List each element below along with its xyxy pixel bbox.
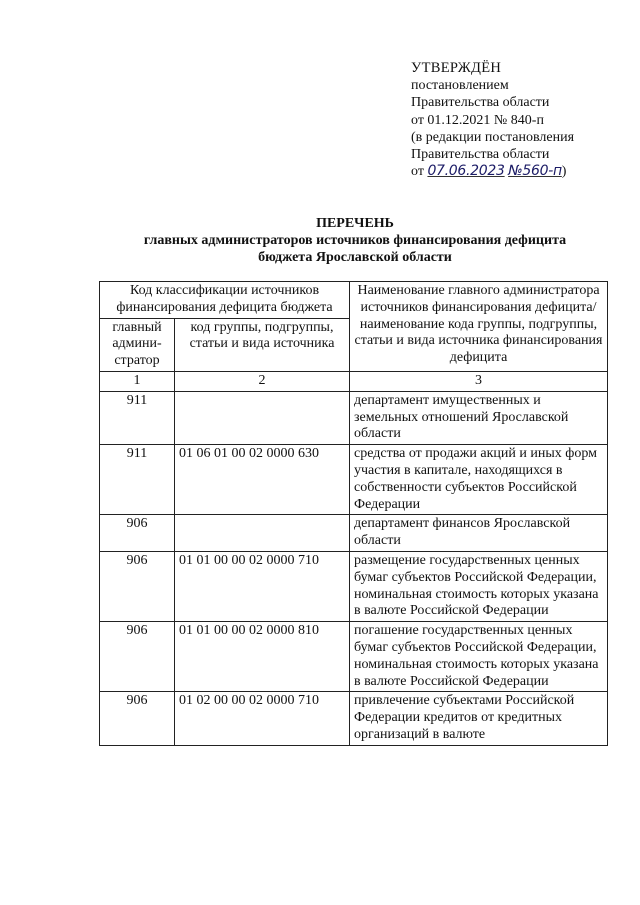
approval-line: (в редакции постановления: [411, 129, 575, 145]
sources-table: [99, 281, 608, 746]
source-name-cell: размещение государственных ценных бумаг субъектов Российской Федерации, номинальная стоимость которых указана в валюте Российской Федерации: [350, 551, 608, 621]
admin-code-cell: 906: [100, 622, 175, 692]
table-row: [100, 551, 608, 621]
table-row: [100, 692, 608, 745]
table-header-row: [100, 282, 608, 319]
header-code-group: Код классификации источников финансирования дефицита бюджета: [100, 282, 350, 319]
source-code-cell: [175, 515, 350, 552]
source-name-cell: департамент финансов Ярославской области: [350, 515, 608, 552]
source-name-cell: погашение государственных ценных бумаг субъектов Российской Федерации, номинальная стоимость которых указана в валюте Российской Федерации: [350, 622, 608, 692]
admin-code-cell: 911: [100, 445, 175, 515]
col-number: 3: [350, 371, 608, 391]
table-row: [100, 391, 608, 444]
source-code-cell: 01 06 01 00 02 0000 630: [175, 445, 350, 515]
approval-heading: УТВЕРЖДЁН: [411, 60, 502, 76]
handwritten-number: №560-п: [508, 163, 562, 180]
approval-date-line: от 07.06.2023 №560-п): [411, 163, 567, 180]
title-line: главных администраторов источников финансирования дефицита: [143, 233, 567, 248]
source-name-cell: департамент имущественных и земельных отношений Ярославской области: [350, 391, 608, 444]
document-title: [95, 215, 615, 266]
title-main: ПЕРЕЧЕНЬ: [316, 216, 394, 231]
table-row: [100, 622, 608, 692]
source-code-cell: [175, 391, 350, 444]
title-line: бюджета Ярославской области: [258, 250, 452, 265]
source-code-cell: 01 01 00 00 02 0000 810: [175, 622, 350, 692]
approval-date-prefix: от: [411, 164, 424, 180]
header-code: код группы, подгруппы, статьи и вида источника: [175, 318, 350, 371]
table-number-row: [100, 371, 608, 391]
approval-line: от 01.12.2021 № 840-п: [411, 112, 544, 128]
source-name-cell: привлечение субъектами Российской Федерации кредитов от кредитных организаций в валюте: [350, 692, 608, 745]
handwritten-date: 07.06.2023: [427, 163, 505, 180]
col-number: 2: [175, 371, 350, 391]
header-admin: главный админи-стратор: [100, 318, 175, 371]
table-row: [100, 515, 608, 552]
approval-line: Правительства области: [411, 95, 550, 111]
source-name-cell: средства от продажи акций и иных форм участия в капитале, находящихся в собственности субъектов Российской Федерации: [350, 445, 608, 515]
admin-code-cell: 906: [100, 551, 175, 621]
approval-stamp: [411, 60, 631, 180]
col-number: 1: [100, 371, 175, 391]
approval-line: Правительства области: [411, 147, 550, 163]
approval-line: постановлением: [411, 78, 509, 94]
source-code-cell: 01 02 00 00 02 0000 710: [175, 692, 350, 745]
admin-code-cell: 911: [100, 391, 175, 444]
header-name: Наименование главного администратора источников финансирования дефицита/ наименование кода группы, подгруппы, статьи и вида источника финансирования дефицита: [350, 282, 608, 372]
source-code-cell: 01 01 00 00 02 0000 710: [175, 551, 350, 621]
admin-code-cell: 906: [100, 515, 175, 552]
table-row: [100, 445, 608, 515]
admin-code-cell: 906: [100, 692, 175, 745]
